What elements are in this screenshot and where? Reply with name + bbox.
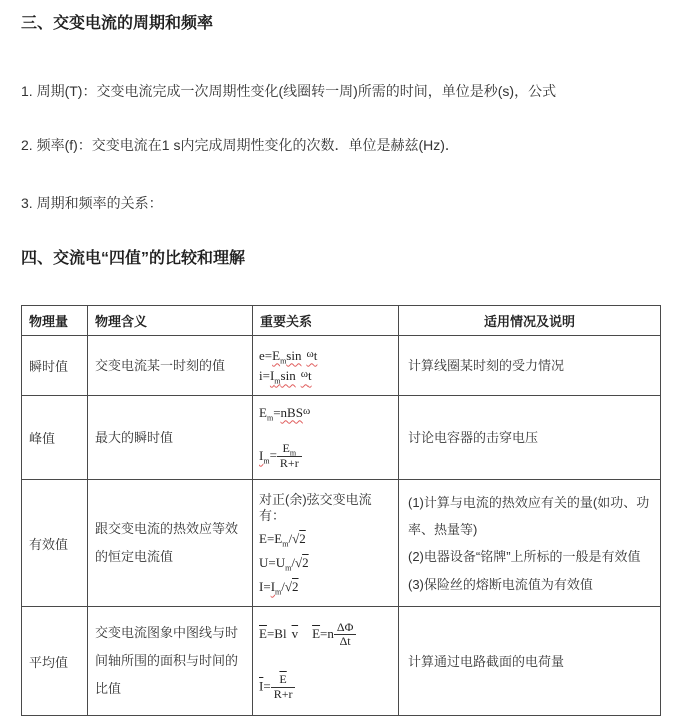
cell-quantity-rms: 有效值 [22,480,88,607]
cell-quantity-peak: 峰值 [22,396,88,480]
cell-quantity-average: 平均值 [22,607,88,716]
section-heading-4: 四、交流电“四值”的比较和理解 [21,249,246,267]
cell-usage-peak: 讨论电容器的击穿电压 [399,396,661,480]
usage-item-3: (3)保险丝的熔断电流值为有效值 [408,576,593,592]
cell-usage-average: 计算通过电路截面的电荷量 [399,607,661,716]
cell-relations-average [253,607,399,716]
formula-e-instantaneous: $e=E_m\sin$ $^\omega$t [259,347,318,366]
table-row-rms [22,480,661,607]
col-header-meaning: 物理含义 [88,306,253,336]
cell-relations-instantaneous [253,336,399,396]
cell-relations-rms [253,480,399,607]
formula-rms-voltage: $U=U_m/√2$ [259,555,309,573]
cell-meaning-instantaneous: 交变电流某一时刻的值 [88,336,253,396]
formula-peak-emf: $E_m=nBS^\omega$ [259,404,311,423]
table-row-peak [22,396,661,480]
usage-item-2: (2)电器设备“铭牌”上所标的一般是有效值 [408,549,641,565]
table-row-instantaneous [22,336,661,396]
paragraph-frequency: 2. 频率(f)：交变电流在1 s内完成周期性变化的次数．单位是赫兹(Hz)． [21,136,459,153]
table-row-average [22,607,661,716]
usage-item-1: (1)计算与电流的热效应有关的量(如功、功率、热量等) [408,494,650,537]
formula-rms-emf: $E=E_m/√2$ [259,531,306,550]
four-values-table [21,305,661,716]
cell-meaning-rms: 跟交变电流的热效应等效的恒定电流值 [88,480,253,607]
formula-rms-intro: 对正(余)弦交变电流有： [259,492,372,523]
paragraph-period: 1. 周期(T)：交变电流完成一次周期性变化(线圈转一周)所需的时间，单位是秒(s)，公式 [21,83,557,100]
formula-avg-emf-flux: $\overline{E}=n$ $\frac{\Delta\Phi}{\Delta t}$ [312,626,356,641]
section-heading-3: 三、交变电流的周期和频率 [21,15,214,32]
cell-usage-rms [399,480,661,607]
cell-meaning-average: 交变电流图象中图线与时间轴所围的面积与时间的比值 [88,607,253,716]
formula-peak-current: $I_m=$ $\frac{E_m}{R+r}$ [259,442,394,471]
col-header-usage: 适用情况及说明 [399,306,661,336]
cell-quantity-instantaneous: 瞬时值 [22,336,88,396]
formula-average-current: $\overline{I}=$ $\frac{\overline{E}}{R+r}$ [259,673,394,702]
col-header-quantity: 物理量 [22,306,88,336]
formula-i-instantaneous: $i=I_m\sin$ $^\omega$t [259,368,312,386]
cell-usage-instantaneous: 计算线圈某时刻的受力情况 [399,336,661,396]
paragraph-relation: 3. 周期和频率的关系： [21,195,163,212]
formula-avg-emf-blv: $\overline{E}=Bl$ $\overline{v}$ [259,625,299,641]
cell-relations-peak [253,396,399,480]
col-header-relations: 重要关系 [253,306,399,336]
table-header-row [22,306,661,336]
formula-rms-current: $I=I_m/√2$ [259,578,299,597]
cell-meaning-peak: 最大的瞬时值 [88,396,253,480]
formula-average-emf [259,621,394,650]
